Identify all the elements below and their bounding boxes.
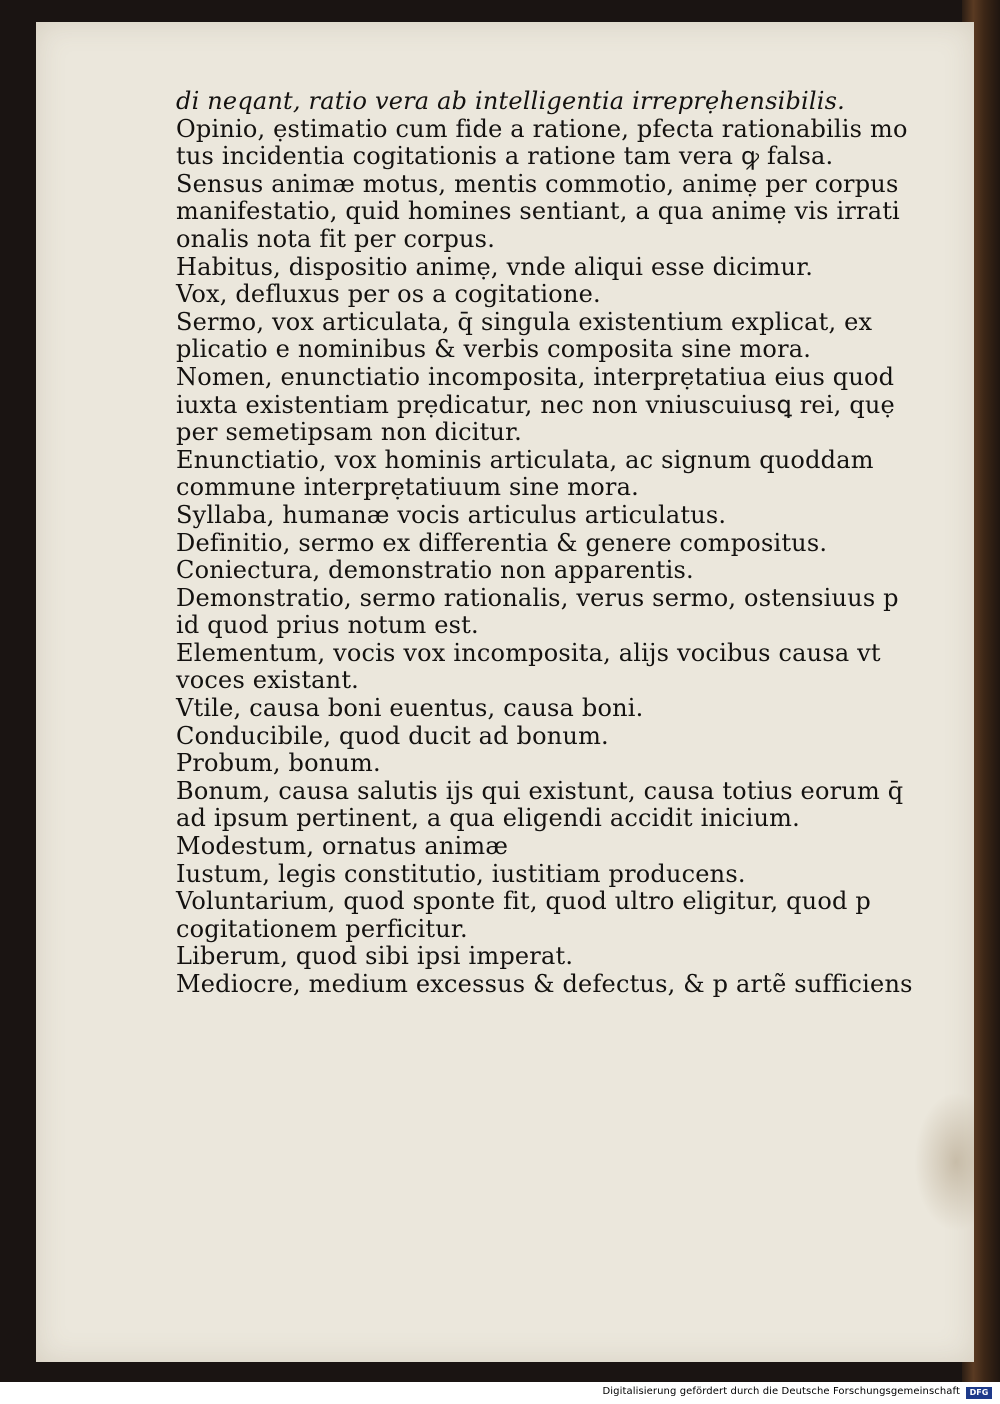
document-text-block	[176, 87, 913, 999]
text-line: Elementum, vocis vox incomposita, alijs vocibus causa vt	[176, 638, 881, 667]
text-line: Definitio, sermo ex differentia & genere compositus.	[176, 528, 828, 557]
text-line: Liberum, quod sibi ipsi imperat.	[176, 942, 574, 971]
text-line: commune interprẹtatiuum sine mora.	[176, 473, 639, 502]
text-line: id quod prius notum est.	[176, 611, 479, 640]
dfg-logo: DFG	[966, 1387, 992, 1399]
text-line: Sermo, vox articulata, q̄ singula existentium explicat, ex	[176, 307, 873, 336]
text-line: iuxta existentiam prẹdicatur, nec non vniuscuiusꝗ rei, quẹ	[176, 390, 895, 419]
text-line: Demonstratio, sermo rationalis, verus sermo, ostensiuus p	[176, 583, 899, 612]
text-line: Coniectura, demonstratio non apparentis.	[176, 556, 694, 585]
text-line: Opinio, ẹstimatio cum fide a ratione, pfecta rationabilis mo	[176, 114, 908, 143]
text-line: Nomen, enunctiatio incomposita, interprẹtatiua eius quod	[176, 362, 895, 391]
text-line: Syllaba, humanæ vocis articulus articulatus.	[176, 500, 727, 529]
text-line: per semetipsam non dicitur.	[176, 418, 522, 447]
digitization-credit: Digitalisierung gefördert durch die Deutsche Forschungsgemeinschaft	[602, 1386, 960, 1397]
text-line: Modestum, ornatus animæ	[176, 832, 509, 861]
text-line: Probum, bonum.	[176, 749, 381, 778]
text-line: Iustum, legis constitutio, iustitiam producens.	[176, 859, 746, 888]
footer-bar	[0, 1382, 1000, 1404]
text-line: ad ipsum pertinent, a qua eligendi accidit inicium.	[176, 804, 800, 833]
text-line: cogitationem perficitur.	[176, 914, 468, 943]
text-line: Enunctiatio, vox hominis articulata, ac signum quoddam	[176, 445, 874, 474]
paper-stain	[914, 1092, 974, 1232]
text-line: Habitus, dispositio animẹ, vnde aliqui esse dicimur.	[176, 252, 814, 281]
text-line: di neqant, ratio vera ab intelligentia irreprẹhensibilis.	[176, 87, 846, 115]
text-line: onalis nota fit per corpus.	[176, 224, 496, 253]
text-line: tus incidentia cogitationis a ratione tam vera ꝙ falsa.	[176, 142, 834, 171]
text-line: Conducibile, quod ducit ad bonum.	[176, 721, 609, 750]
text-line: Sensus animæ motus, mentis commotio, animẹ per corpus	[176, 169, 899, 198]
text-line: Voluntarium, quod sponte fit, quod ultro eligitur, quod p	[176, 887, 871, 916]
text-line: Vtile, causa boni euentus, causa boni.	[176, 694, 644, 723]
text-line: manifestatio, quid homines sentiant, a qua animẹ vis irrati	[176, 197, 900, 226]
text-line: Mediocre, medium excessus & defectus, & p artẽ sufficiens	[176, 970, 913, 998]
text-line: voces existant.	[176, 666, 360, 695]
text-line: Vox, defluxus per os a cogitatione.	[176, 280, 601, 309]
text-line: Bonum, causa salutis ijs qui existunt, causa totius eorum q̄	[176, 776, 904, 805]
text-line: plicatio e nominibus & verbis composita sine mora.	[176, 335, 812, 364]
